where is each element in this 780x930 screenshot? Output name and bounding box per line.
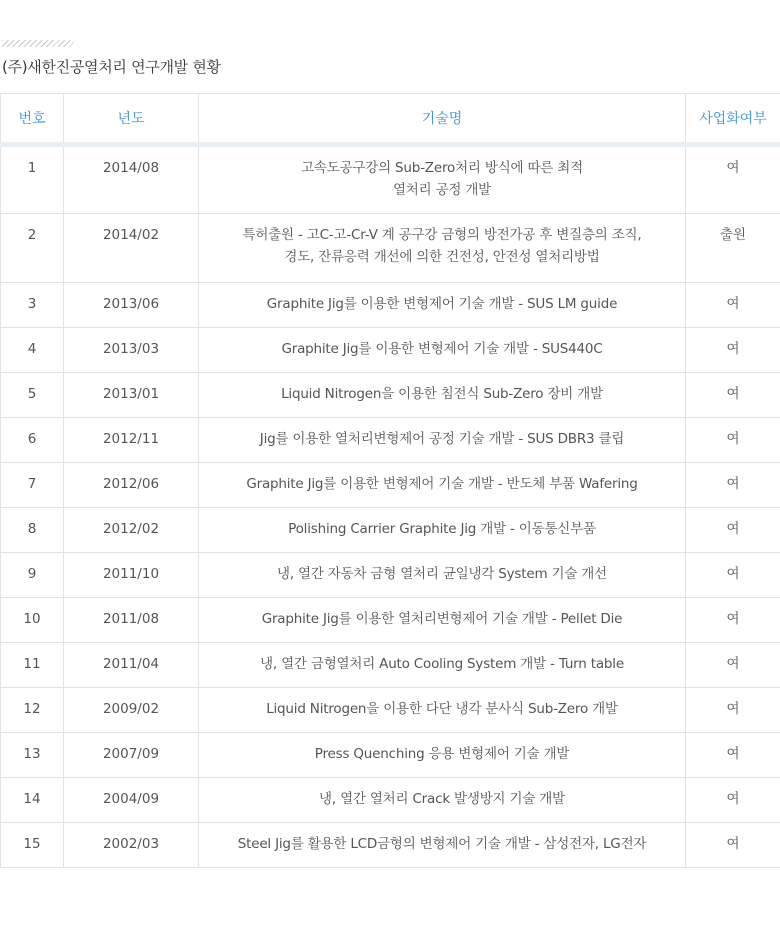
- technology-line: Liquid Nitrogen을 이용한 다단 냉각 분사식 Sub-Zero 개발: [266, 701, 618, 717]
- table-row: [1, 463, 780, 508]
- column-header-technology: 기술명: [199, 94, 686, 145]
- table-row: [1, 418, 780, 463]
- row-year: 2012/02: [64, 508, 199, 553]
- table-row: [1, 214, 780, 283]
- page-title: (주)새한진공열처리 연구개발 현황: [2, 58, 221, 76]
- row-year: 2012/06: [64, 463, 199, 508]
- row-commercialization: 여: [686, 418, 780, 463]
- technology-line: Graphite Jig를 이용한 변형제어 기술 개발 - SUS LM guide: [266, 296, 618, 312]
- row-commercialization: 여: [686, 823, 780, 868]
- table-body: [1, 145, 780, 868]
- table-row: [1, 733, 780, 778]
- row-commercialization: 여: [686, 553, 780, 598]
- row-year: 2013/01: [64, 373, 199, 418]
- table-row: [1, 328, 780, 373]
- table-row: [1, 373, 780, 418]
- row-technology: [199, 145, 686, 214]
- row-number: 8: [1, 508, 64, 553]
- table-row: [1, 688, 780, 733]
- technology-line: Polishing Carrier Graphite Jig 개발 - 이동통신부품: [288, 521, 596, 537]
- row-year: 2012/11: [64, 418, 199, 463]
- row-year: 2007/09: [64, 733, 199, 778]
- column-header-year: 년도: [64, 94, 199, 145]
- technology-line: Graphite Jig를 이용한 열처리변형제어 기술 개발 - Pellet Die: [261, 611, 623, 627]
- row-number: 4: [1, 328, 64, 373]
- row-commercialization: 여: [686, 688, 780, 733]
- row-technology: [199, 823, 686, 868]
- row-technology: [199, 508, 686, 553]
- technology-line: Liquid Nitrogen을 이용한 침전식 Sub-Zero 장비 개발: [281, 386, 603, 402]
- row-technology: [199, 418, 686, 463]
- row-number: 14: [1, 778, 64, 823]
- row-number: 9: [1, 553, 64, 598]
- table-header-row: [1, 94, 780, 145]
- row-number: 6: [1, 418, 64, 463]
- table-row: [1, 778, 780, 823]
- row-year: 2013/03: [64, 328, 199, 373]
- row-number: 13: [1, 733, 64, 778]
- row-commercialization: 여: [686, 463, 780, 508]
- row-technology: [199, 328, 686, 373]
- column-header-commercialization: 사업화여부: [686, 94, 780, 145]
- row-commercialization: 여: [686, 733, 780, 778]
- technology-line: 경도, 잔류응력 개선에 의한 건전성, 안전성 열처리방법: [284, 249, 600, 265]
- technology-line: Press Quenching 응용 변형제어 기술 개발: [314, 746, 570, 762]
- row-technology: [199, 463, 686, 508]
- row-technology: [199, 553, 686, 598]
- technology-line: 냉, 열간 열처리 Crack 발생방지 기술 개발: [319, 791, 565, 807]
- row-number: 15: [1, 823, 64, 868]
- row-number: 5: [1, 373, 64, 418]
- table-row: [1, 643, 780, 688]
- row-commercialization: 출원: [686, 214, 780, 283]
- row-technology: [199, 598, 686, 643]
- table-row: [1, 598, 780, 643]
- row-year: 2009/02: [64, 688, 199, 733]
- row-number: 7: [1, 463, 64, 508]
- technology-line: Jig를 이용한 열처리변형제어 공정 기술 개발 - SUS DBR3 클립: [259, 431, 625, 447]
- row-commercialization: 여: [686, 283, 780, 328]
- row-technology: [199, 283, 686, 328]
- decorative-hatch-line: [2, 40, 74, 47]
- rnd-status-table: [0, 93, 780, 868]
- row-year: 2011/10: [64, 553, 199, 598]
- technology-line: 냉, 열간 자동차 금형 열처리 균일냉각 System 기술 개선: [277, 566, 607, 582]
- table-row: [1, 283, 780, 328]
- row-commercialization: 여: [686, 373, 780, 418]
- row-commercialization: 여: [686, 508, 780, 553]
- row-year: 2013/06: [64, 283, 199, 328]
- row-year: 2004/09: [64, 778, 199, 823]
- row-number: 10: [1, 598, 64, 643]
- row-commercialization: 여: [686, 778, 780, 823]
- row-year: 2014/02: [64, 214, 199, 283]
- row-technology: [199, 778, 686, 823]
- technology-line: Graphite Jig를 이용한 변형제어 기술 개발 - 반도체 부품 Wafering: [246, 476, 638, 492]
- column-header-number: 번호: [1, 94, 64, 145]
- row-year: 2014/08: [64, 145, 199, 214]
- table-row: [1, 508, 780, 553]
- row-number: 11: [1, 643, 64, 688]
- technology-line: 냉, 열간 금형열처리 Auto Cooling System 개발 - Turn table: [260, 656, 624, 672]
- row-technology: [199, 688, 686, 733]
- row-number: 2: [1, 214, 64, 283]
- technology-line: 특허출원 - 고C-고-Cr-V 계 공구강 금형의 방전가공 후 변질층의 조직,: [242, 227, 642, 243]
- row-year: 2011/08: [64, 598, 199, 643]
- technology-line: 열처리 공정 개발: [392, 182, 492, 198]
- row-number: 3: [1, 283, 64, 328]
- technology-line: Graphite Jig를 이용한 변형제어 기술 개발 - SUS440C: [281, 341, 603, 357]
- row-commercialization: 여: [686, 598, 780, 643]
- row-commercialization: 여: [686, 328, 780, 373]
- row-year: 2011/04: [64, 643, 199, 688]
- table-row: [1, 553, 780, 598]
- row-number: 12: [1, 688, 64, 733]
- table-row: [1, 823, 780, 868]
- row-commercialization: 여: [686, 643, 780, 688]
- technology-line: Steel Jig를 활용한 LCD금형의 변형제어 기술 개발 - 삼성전자, LG전자: [237, 836, 647, 852]
- row-technology: [199, 733, 686, 778]
- row-year: 2002/03: [64, 823, 199, 868]
- row-technology: [199, 373, 686, 418]
- row-commercialization: 여: [686, 145, 780, 214]
- row-number: 1: [1, 145, 64, 214]
- technology-line: 고속도공구강의 Sub-Zero처리 방식에 따른 최적: [301, 160, 583, 176]
- table-row: [1, 145, 780, 214]
- row-technology: [199, 214, 686, 283]
- row-technology: [199, 643, 686, 688]
